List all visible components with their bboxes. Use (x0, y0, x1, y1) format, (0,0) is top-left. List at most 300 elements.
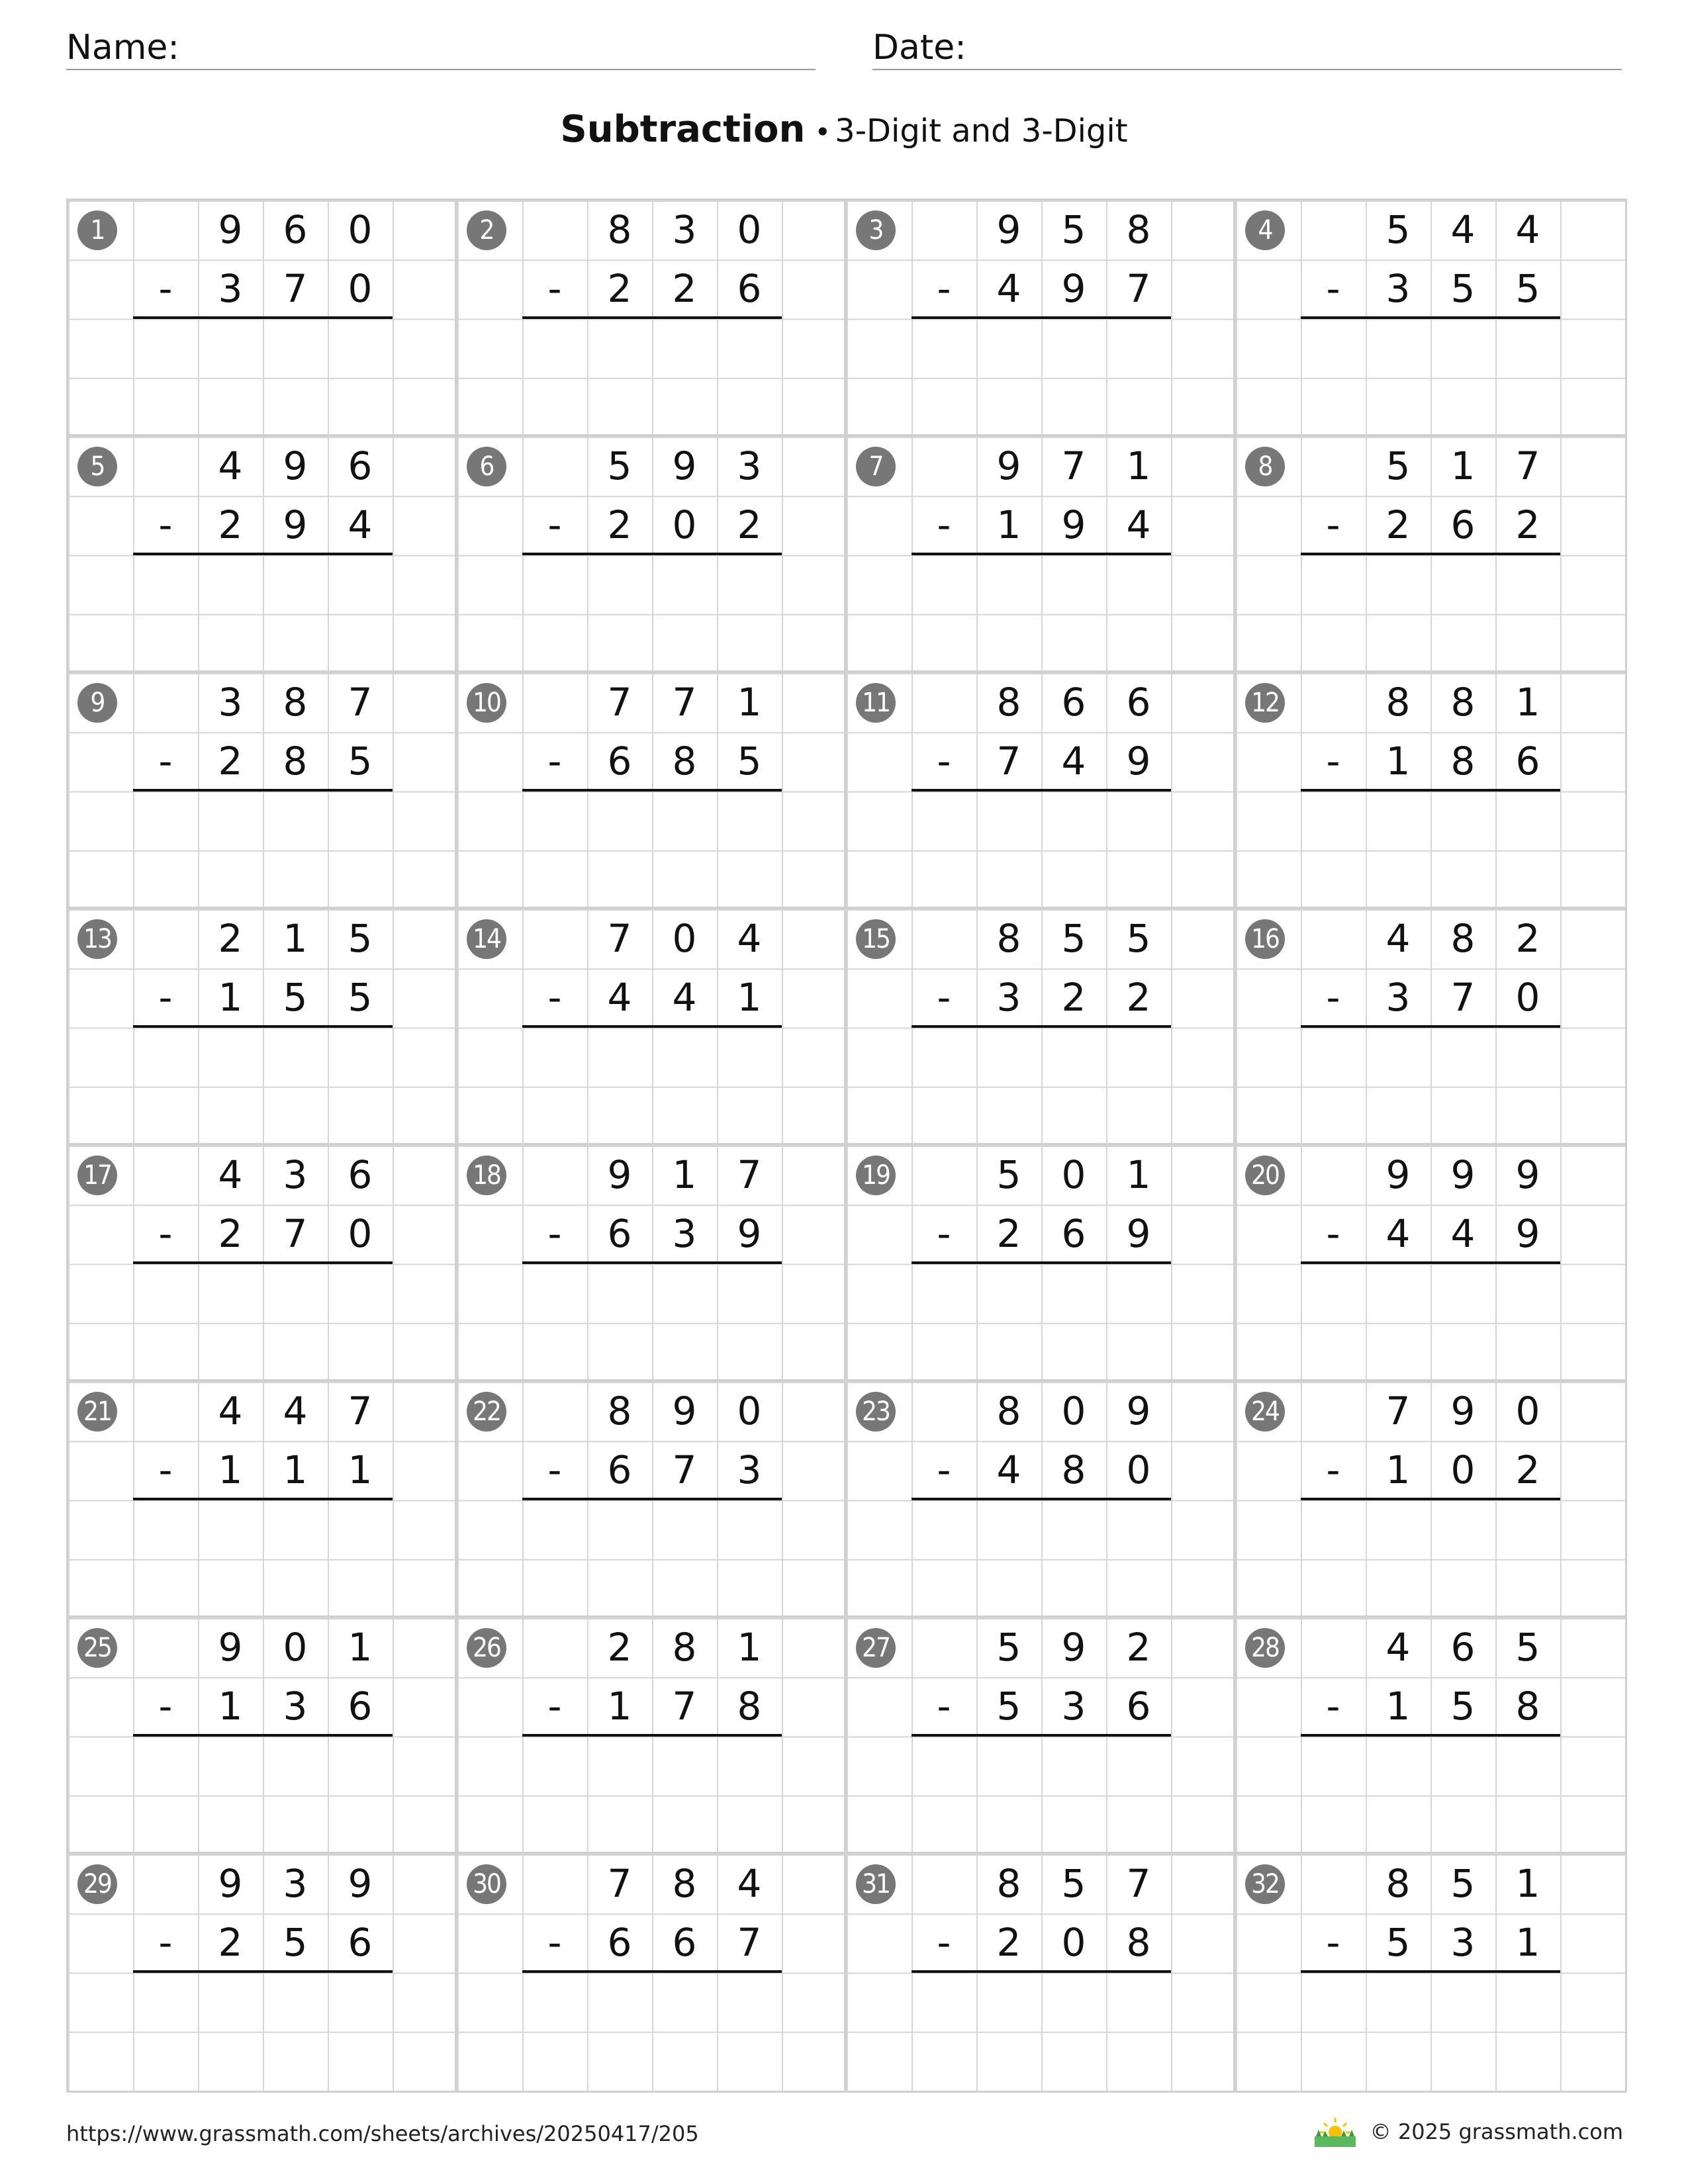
subtrahend-digit: 4 (996, 266, 1021, 312)
answer-line (1301, 553, 1560, 555)
minuend-digit: 5 (348, 916, 373, 961)
problem-3 (847, 201, 1236, 437)
answer-line (522, 316, 782, 319)
subtrahend-digit: 2 (607, 502, 632, 548)
subtrahend-digit: 0 (1061, 1920, 1086, 1966)
name-label: Name: (66, 28, 179, 68)
subtrahend-digit: 9 (283, 502, 308, 548)
minuend-digit: 6 (283, 207, 308, 252)
answer-line (1301, 1734, 1560, 1737)
minus-sign: - (547, 1920, 562, 1966)
problem-2 (457, 201, 847, 437)
minuend-digit: 9 (348, 1861, 373, 1906)
subtrahend-digit: 5 (283, 975, 308, 1021)
answer-line (912, 789, 1171, 792)
minuend-digit: 9 (1061, 1625, 1086, 1670)
minuend-digit: 6 (1126, 680, 1151, 725)
subtrahend-digit: 5 (1385, 1920, 1411, 1966)
problem-number-badge: 7 (856, 447, 896, 486)
problem-22 (457, 1382, 847, 1618)
minuend-digit: 7 (1061, 443, 1086, 488)
subtrahend-digit: 4 (1126, 502, 1151, 548)
minuend-digit: 5 (1061, 916, 1086, 961)
subtrahend-digit: 0 (672, 502, 697, 548)
answer-line (522, 1734, 782, 1737)
minuend-digit: 0 (737, 1388, 762, 1433)
subtrahend-digit: 5 (1450, 266, 1476, 312)
minus-sign: - (158, 1211, 173, 1257)
subtrahend-digit: 5 (1515, 266, 1540, 312)
minuend-digit: 8 (607, 1388, 632, 1433)
minuend-digit: 3 (218, 680, 243, 725)
minuend-digit: 7 (607, 1861, 632, 1906)
minuend-digit: 0 (1061, 1152, 1086, 1197)
minuend-digit: 4 (1515, 207, 1540, 252)
problem-16 (1236, 909, 1625, 1146)
subtrahend-digit: 6 (1126, 1684, 1151, 1729)
minuend-digit: 9 (1385, 1152, 1411, 1197)
minuend-digit: 9 (996, 207, 1021, 252)
problem-number-badge: 9 (77, 683, 117, 723)
minuend-digit: 9 (218, 1861, 243, 1906)
minuend-digit: 8 (996, 1861, 1021, 1906)
minuend-digit: 5 (1126, 916, 1151, 961)
subtrahend-digit: 0 (1126, 1447, 1151, 1493)
minuend-digit: 4 (737, 1861, 762, 1906)
minuend-digit: 1 (737, 680, 762, 725)
answer-line (1301, 789, 1560, 792)
problem-20 (1236, 1146, 1625, 1382)
problem-25 (68, 1618, 457, 1854)
subtrahend-digit: 8 (283, 739, 308, 784)
subtrahend-digit: 9 (1061, 502, 1086, 548)
minus-sign: - (937, 1447, 951, 1493)
answer-line (522, 1261, 782, 1264)
date-label: Date: (872, 28, 966, 68)
answer-line (912, 316, 1171, 319)
minuend-digit: 2 (1515, 916, 1540, 961)
minuend-digit: 5 (996, 1152, 1021, 1197)
answer-line (1301, 1970, 1560, 1973)
problem-number-badge: 14 (467, 919, 506, 959)
minuend-digit: 8 (1385, 680, 1411, 725)
subtrahend-digit: 2 (996, 1920, 1021, 1966)
subtrahend-digit: 4 (348, 502, 373, 548)
problem-number-badge: 2 (467, 210, 506, 250)
problem-23 (847, 1382, 1236, 1618)
subtrahend-digit: 1 (218, 1447, 243, 1493)
subtrahend-digit: 2 (1515, 502, 1540, 548)
minuend-digit: 3 (283, 1861, 308, 1906)
answer-line (133, 1261, 393, 1264)
minus-sign: - (937, 502, 951, 548)
subtrahend-digit: 3 (996, 975, 1021, 1021)
problem-number-badge: 8 (1245, 447, 1285, 486)
problem-number-badge: 19 (856, 1156, 896, 1195)
title-subtitle: 3-Digit and 3-Digit (835, 113, 1128, 150)
answer-line (1301, 1261, 1560, 1264)
problem-number-badge: 21 (77, 1392, 117, 1432)
problem-number-badge: 30 (467, 1864, 506, 1904)
minuend-digit: 0 (1515, 1388, 1540, 1433)
problem-13 (68, 909, 457, 1146)
minuend-digit: 3 (672, 207, 697, 252)
minuend-digit: 1 (1515, 680, 1540, 725)
answer-line (133, 789, 393, 792)
problem-number-badge: 26 (467, 1628, 506, 1668)
minuend-digit: 7 (607, 916, 632, 961)
minuend-digit: 1 (283, 916, 308, 961)
minuend-digit: 7 (607, 680, 632, 725)
subtrahend-digit: 7 (996, 739, 1021, 784)
problem-number-badge: 10 (467, 683, 506, 723)
minuend-digit: 8 (1385, 1861, 1411, 1906)
subtrahend-digit: 5 (996, 1684, 1021, 1729)
minuend-digit: 4 (1385, 916, 1411, 961)
subtrahend-digit: 5 (737, 739, 762, 784)
subtrahend-digit: 8 (1450, 739, 1476, 784)
minuend-digit: 0 (737, 207, 762, 252)
problem-number-badge: 4 (1245, 210, 1285, 250)
answer-line (912, 1261, 1171, 1264)
subtrahend-digit: 6 (348, 1684, 373, 1729)
subtrahend-digit: 6 (1515, 739, 1540, 784)
problem-number-badge: 32 (1245, 1864, 1285, 1904)
subtrahend-digit: 1 (1515, 1920, 1540, 1966)
minus-sign: - (547, 1447, 562, 1493)
subtrahend-digit: 6 (1061, 1211, 1086, 1257)
problem-31 (847, 1854, 1236, 2091)
minuend-digit: 4 (737, 916, 762, 961)
subtrahend-digit: 9 (1126, 739, 1151, 784)
minuend-digit: 1 (1126, 1152, 1151, 1197)
subtrahend-digit: 3 (1385, 975, 1411, 1021)
answer-line (522, 553, 782, 555)
problem-17 (68, 1146, 457, 1382)
subtrahend-digit: 9 (737, 1211, 762, 1257)
problem-9 (68, 673, 457, 909)
minuend-digit: 8 (1126, 207, 1151, 252)
problem-number-badge: 22 (467, 1392, 506, 1432)
minuend-digit: 4 (218, 1152, 243, 1197)
minuend-digit: 8 (672, 1625, 697, 1670)
minuend-digit: 8 (996, 1388, 1021, 1433)
problem-28 (1236, 1618, 1625, 1854)
minus-sign: - (937, 739, 951, 784)
answer-line (522, 1025, 782, 1028)
answer-line (912, 553, 1171, 555)
subtrahend-digit: 2 (607, 266, 632, 312)
subtrahend-digit: 2 (737, 502, 762, 548)
subtrahend-digit: 7 (672, 1447, 697, 1493)
minuend-digit: 0 (672, 916, 697, 961)
minus-sign: - (1326, 1920, 1340, 1966)
minus-sign: - (937, 266, 951, 312)
minus-sign: - (1326, 1684, 1340, 1729)
minuend-digit: 1 (737, 1625, 762, 1670)
problem-number-badge: 5 (77, 447, 117, 486)
subtrahend-digit: 8 (672, 739, 697, 784)
subtrahend-digit: 8 (1061, 1447, 1086, 1493)
minuend-digit: 7 (1126, 1861, 1151, 1906)
subtrahend-digit: 7 (1126, 266, 1151, 312)
minus-sign: - (937, 1684, 951, 1729)
subtrahend-digit: 7 (672, 1684, 697, 1729)
minus-sign: - (158, 1920, 173, 1966)
subtrahend-digit: 9 (1515, 1211, 1540, 1257)
minus-sign: - (158, 502, 173, 548)
minuend-digit: 4 (1450, 207, 1476, 252)
minuend-digit: 6 (348, 1152, 373, 1197)
problem-10 (457, 673, 847, 909)
minuend-digit: 1 (1450, 443, 1476, 488)
minus-sign: - (547, 266, 562, 312)
subtrahend-digit: 0 (1450, 1447, 1476, 1493)
minus-sign: - (547, 1684, 562, 1729)
minus-sign: - (1326, 266, 1340, 312)
minus-sign: - (158, 266, 173, 312)
answer-line (133, 1025, 393, 1028)
minuend-digit: 5 (1061, 1861, 1086, 1906)
answer-line (133, 553, 393, 555)
minuend-digit: 8 (1450, 916, 1476, 961)
subtrahend-digit: 2 (1061, 975, 1086, 1021)
subtrahend-digit: 0 (348, 1211, 373, 1257)
problem-30 (457, 1854, 847, 2091)
problem-21 (68, 1382, 457, 1618)
answer-line (522, 789, 782, 792)
answer-line (912, 1970, 1171, 1973)
answer-line (133, 1734, 393, 1737)
subtrahend-digit: 6 (607, 1211, 632, 1257)
minuend-digit: 6 (348, 443, 373, 488)
minuend-digit: 8 (1450, 680, 1476, 725)
minuend-digit: 9 (672, 443, 697, 488)
minuend-digit: 6 (1061, 680, 1086, 725)
problem-19 (847, 1146, 1236, 1382)
subtrahend-digit: 7 (1450, 975, 1476, 1021)
minuend-digit: 1 (1515, 1861, 1540, 1906)
problem-number-badge: 27 (856, 1628, 896, 1668)
problem-number-badge: 23 (856, 1392, 896, 1432)
subtrahend-digit: 4 (996, 1447, 1021, 1493)
subtrahend-digit: 3 (672, 1211, 697, 1257)
problem-27 (847, 1618, 1236, 1854)
subtrahend-digit: 2 (1515, 1447, 1540, 1493)
name-field[interactable] (66, 20, 816, 70)
subtrahend-digit: 1 (218, 1684, 243, 1729)
problem-26 (457, 1618, 847, 1854)
subtrahend-digit: 9 (1061, 266, 1086, 312)
minuend-digit: 0 (348, 207, 373, 252)
problem-5 (68, 437, 457, 673)
minuend-digit: 7 (672, 680, 697, 725)
minus-sign: - (937, 975, 951, 1021)
worksheet-title (0, 103, 1688, 165)
minuend-digit: 9 (1450, 1388, 1476, 1433)
minuend-digit: 6 (1450, 1625, 1476, 1670)
minuend-digit: 4 (218, 1388, 243, 1433)
subtrahend-digit: 6 (607, 1920, 632, 1966)
subtrahend-digit: 6 (607, 739, 632, 784)
subtrahend-digit: 3 (1450, 1920, 1476, 1966)
minuend-digit: 2 (218, 916, 243, 961)
subtrahend-digit: 7 (283, 1211, 308, 1257)
minuend-digit: 8 (672, 1861, 697, 1906)
subtrahend-digit: 6 (1450, 502, 1476, 548)
problem-24 (1236, 1382, 1625, 1618)
problem-number-badge: 29 (77, 1864, 117, 1904)
minuend-digit: 2 (607, 1625, 632, 1670)
problem-number-badge: 17 (77, 1156, 117, 1195)
minus-sign: - (1326, 1447, 1340, 1493)
subtrahend-digit: 1 (348, 1447, 373, 1493)
subtrahend-digit: 8 (1515, 1684, 1540, 1729)
minuend-digit: 4 (218, 443, 243, 488)
subtrahend-digit: 2 (218, 1920, 243, 1966)
subtrahend-digit: 6 (672, 1920, 697, 1966)
minuend-digit: 8 (283, 680, 308, 725)
subtrahend-digit: 2 (1385, 502, 1411, 548)
minus-sign: - (1326, 502, 1340, 548)
problem-number-badge: 15 (856, 919, 896, 959)
minuend-digit: 7 (1385, 1388, 1411, 1433)
minus-sign: - (158, 1684, 173, 1729)
subtrahend-digit: 3 (218, 266, 243, 312)
minuend-digit: 3 (737, 443, 762, 488)
problem-14 (457, 909, 847, 1146)
minus-sign: - (158, 975, 173, 1021)
subtrahend-digit: 5 (1450, 1684, 1476, 1729)
problem-number-badge: 20 (1245, 1156, 1285, 1195)
problem-number-badge: 24 (1245, 1392, 1285, 1432)
minuend-digit: 9 (218, 1625, 243, 1670)
minuend-digit: 7 (348, 1388, 373, 1433)
subtrahend-digit: 8 (1126, 1920, 1151, 1966)
subtrahend-digit: 1 (607, 1684, 632, 1729)
subtrahend-digit: 5 (348, 739, 373, 784)
minuend-digit: 9 (218, 207, 243, 252)
problem-number-badge: 12 (1245, 683, 1285, 723)
minuend-digit: 1 (348, 1625, 373, 1670)
subtrahend-digit: 2 (672, 266, 697, 312)
subtrahend-digit: 5 (283, 1920, 308, 1966)
answer-line (133, 1498, 393, 1500)
answer-line (522, 1498, 782, 1500)
answer-line (1301, 1498, 1560, 1500)
problem-number-badge: 1 (77, 210, 117, 250)
subtrahend-digit: 2 (218, 739, 243, 784)
footer-brand (1312, 2115, 1623, 2148)
problem-4 (1236, 201, 1625, 437)
subtrahend-digit: 9 (1126, 1211, 1151, 1257)
minuend-digit: 5 (607, 443, 632, 488)
minuend-digit: 0 (283, 1625, 308, 1670)
problem-15 (847, 909, 1236, 1146)
subtrahend-digit: 4 (1385, 1211, 1411, 1257)
minus-sign: - (1326, 975, 1340, 1021)
subtrahend-digit: 4 (607, 975, 632, 1021)
subtrahend-digit: 3 (283, 1684, 308, 1729)
subtrahend-digit: 2 (218, 1211, 243, 1257)
minus-sign: - (547, 502, 562, 548)
minuend-digit: 9 (283, 443, 308, 488)
minus-sign: - (937, 1211, 951, 1257)
subtrahend-digit: 4 (1450, 1211, 1476, 1257)
subtrahend-digit: 7 (283, 266, 308, 312)
minuend-digit: 9 (1515, 1152, 1540, 1197)
minus-sign: - (1326, 1211, 1340, 1257)
subtrahend-digit: 1 (737, 975, 762, 1021)
subtrahend-digit: 5 (348, 975, 373, 1021)
footer-copyright: © 2025 grassmath.com (1370, 2119, 1623, 2144)
minus-sign: - (1326, 739, 1340, 784)
minuend-digit: 7 (348, 680, 373, 725)
subtrahend-digit: 8 (737, 1684, 762, 1729)
minus-sign: - (547, 739, 562, 784)
minuend-digit: 4 (1385, 1625, 1411, 1670)
minuend-digit: 5 (1515, 1625, 1540, 1670)
problem-number-badge: 13 (77, 919, 117, 959)
minuend-digit: 8 (996, 916, 1021, 961)
answer-line (522, 1970, 782, 1973)
problem-number-badge: 6 (467, 447, 506, 486)
title-bullet: • (814, 116, 831, 148)
minuend-digit: 5 (996, 1625, 1021, 1670)
problem-number-badge: 16 (1245, 919, 1285, 959)
title-main: Subtraction (560, 108, 806, 151)
minuend-digit: 8 (996, 680, 1021, 725)
subtrahend-digit: 3 (1385, 266, 1411, 312)
minuend-digit: 9 (1126, 1388, 1151, 1433)
minus-sign: - (158, 1447, 173, 1493)
problem-number-badge: 11 (856, 683, 896, 723)
subtrahend-digit: 1 (1385, 1684, 1411, 1729)
subtrahend-digit: 2 (218, 502, 243, 548)
problem-number-badge: 18 (467, 1156, 506, 1195)
answer-line (912, 1498, 1171, 1500)
subtrahend-digit: 3 (737, 1447, 762, 1493)
subtrahend-digit: 1 (283, 1447, 308, 1493)
minuend-digit: 1 (672, 1152, 697, 1197)
date-field[interactable] (872, 20, 1622, 70)
problem-number-badge: 25 (77, 1628, 117, 1668)
minuend-digit: 7 (737, 1152, 762, 1197)
footer-url: https://www.grassmath.com/sheets/archives/20250417/205 (66, 2121, 699, 2146)
answer-line (1301, 1025, 1560, 1028)
minuend-digit: 4 (283, 1388, 308, 1433)
minuend-digit: 9 (607, 1152, 632, 1197)
minuend-digit: 5 (1385, 443, 1411, 488)
minus-sign: - (547, 975, 562, 1021)
subtrahend-digit: 6 (348, 1920, 373, 1966)
minuend-digit: 0 (1061, 1388, 1086, 1433)
problem-8 (1236, 437, 1625, 673)
answer-line (1301, 316, 1560, 319)
minus-sign: - (547, 1211, 562, 1257)
subtrahend-digit: 6 (607, 1447, 632, 1493)
problem-6 (457, 437, 847, 673)
problem-grid (66, 199, 1627, 2093)
minuend-digit: 1 (1126, 443, 1151, 488)
subtrahend-digit: 1 (1385, 1447, 1411, 1493)
subtrahend-digit: 1 (996, 502, 1021, 548)
problem-number-badge: 3 (856, 210, 896, 250)
problem-18 (457, 1146, 847, 1382)
subtrahend-digit: 2 (1126, 975, 1151, 1021)
minus-sign: - (158, 739, 173, 784)
minuend-digit: 3 (283, 1152, 308, 1197)
